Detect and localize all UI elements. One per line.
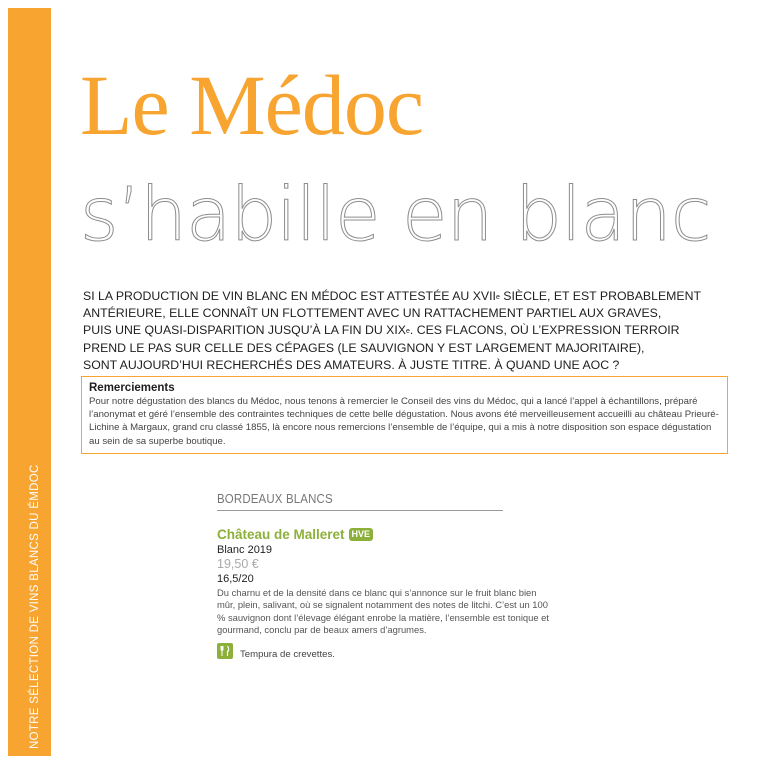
wine-entry: [217, 527, 547, 660]
acknowledgements-box: [81, 376, 728, 454]
fork-knife-glyph: [219, 645, 231, 657]
intro-line: SONT AUJOURD’HUI RECHERCHÉS DES AMATEURS. À JUSTE TITRE. À QUAND UNE AOC ?: [83, 357, 620, 372]
sidebar-label: NOTRE SÉLECTION DE VINS BLANCS DU ÉMDOC: [29, 464, 41, 749]
pairing-text: Tempura de crevettes.: [240, 648, 335, 660]
page-title: Le Médoc: [80, 57, 424, 153]
wine-price: 19,50 €: [217, 557, 259, 571]
intro-text: PUIS UNE QUASI-DISPARITION JUSQU’À LA FIN DU XIX: [83, 323, 406, 338]
hve-badge: HVE: [349, 528, 374, 541]
intro-text: . CES FLACONS, OÙ L’EXPRESSION TERROIR: [409, 323, 680, 338]
intro-text: SI LA PRODUCTION DE VIN BLANC EN MÉDOC EST ATTESTÉE AU XVII: [83, 289, 496, 303]
intro-paragraph: [83, 288, 723, 374]
intro-line: [83, 288, 723, 305]
intro-line: PREND LE PAS SUR CELLE DES CÉPAGES (LE SAUVIGNON Y EST LARGEMENT MAJORITAIRE),: [83, 340, 645, 355]
wine-score: 16,5/20: [217, 573, 254, 585]
intro-line: [83, 322, 723, 339]
food-pairing: [217, 643, 547, 660]
page-subtitle: s’habille en blanc: [80, 172, 711, 258]
superscript: e: [405, 328, 410, 336]
wine-description: Du charnu et de la densité dans ce blanc qui s’annonce sur le fruit blanc bien mûr, plein, salivant, où se signalent notamment des notes de litchi. C’est un 100 % sauvignon dont l’élevage élégant enrobe la matière, l’ensemble est tonique et gourmand, conclu par de beaux amers d’agrumes.: [217, 587, 549, 636]
wine-name: Château de Malleret: [217, 527, 345, 542]
superscript: e: [495, 294, 500, 301]
wine-type: Blanc 2019: [217, 544, 273, 556]
intro-line: ANTÉRIEURE, ELLE CONNAÎT UN FLOTTEMENT AVEC UN RATTACHEMENT PARTIEL AUX GRAVES,: [83, 306, 662, 321]
fork-knife-icon: [217, 643, 233, 659]
acknowledgements-title: Remerciements: [89, 382, 175, 394]
intro-text: SIÈCLE, ET EST PROBABLEMENT: [499, 289, 701, 303]
acknowledgements-body: Pour notre dégustation des blancs du Médoc, nous tenons à remercier le Conseil des vins du Médoc, qui a lancé l’appel à échantillons, préparé l’anonymat et géré l’ensemble des contraintes techniques de cette belle dégustation. Nous avons été merveilleusement accueilli au château Prieuré-Lichine à Margaux, grand cru classé 1855, là encore nous remercions l’ensemble de l’équipe, qui a mis à notre disposition son espace dégustation au sein de sa superbe boutique.: [89, 396, 719, 447]
wine-name-row: [217, 527, 547, 542]
section-header: BORDEAUX BLANCS: [217, 491, 503, 511]
